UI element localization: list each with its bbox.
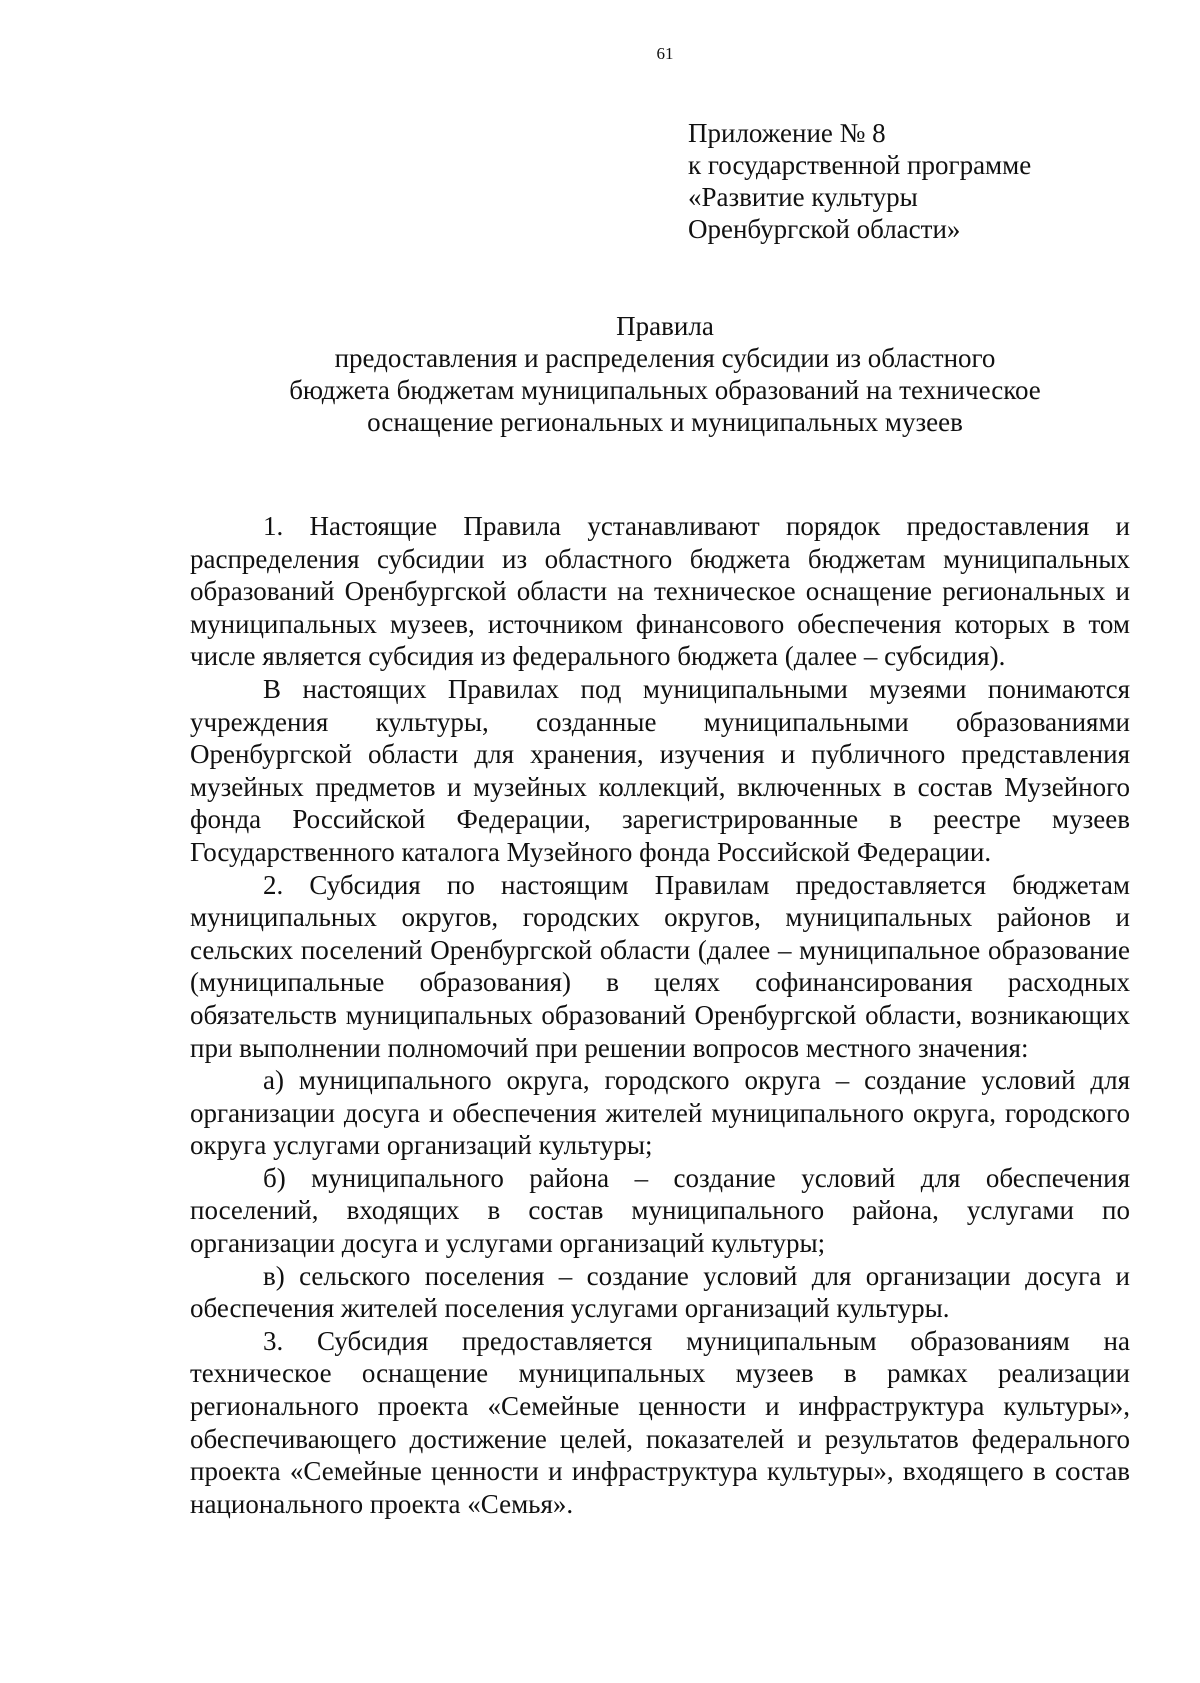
document-title — [0, 310, 1200, 438]
paragraph-museums-definition: В настоящих Правилах под муниципальными музеями понимаются учреждения культуры, созданные муниципальными образованиями Оренбургской области для хранения, изучения и публичного представления музейных предметов и музейных коллекций, включенных в состав Музейного фонда Российской Федерации, зарегистрированные в реестре музеев Государственного каталога Музейного фонда Российской Федерации. — [190, 673, 1130, 867]
paragraph-1: 1. Настоящие Правила устанавливают порядок предоставления и распределения субсидии из областного бюджета бюджетам муниципальных образований Оренбургской области на техническое оснащение региональных и муниципальных музеев, источником финансового обеспечения которых в том числе является субсидия из федерального бюджета (далее – субсидия). — [190, 511, 1130, 672]
appendix-line: Оренбургской области» — [688, 214, 961, 244]
paragraph-2c: в) сельского поселения – создание условий для организации досуга и обеспечения жителей поселения услугами организаций культуры. — [190, 1260, 1130, 1324]
appendix-line: к государственной программе — [688, 150, 1032, 180]
appendix-line: «Развитие культуры — [688, 182, 918, 212]
page-number: 61 — [656, 44, 674, 63]
paragraph-2a: а) муниципального округа, городского округа – создание условий для организации досуга и обеспечения жителей муниципального округа, городского округа услугами организаций культуры; — [190, 1065, 1130, 1161]
paragraph-2: 2. Субсидия по настоящим Правилам предоставляется бюджетам муниципальных округов, городских округов, муниципальных районов и сельских поселений Оренбургской области (далее – муниципальное образование (муниципальные образования) в целях софинансирования расходных обязательств муниципальных образований Оренбургской области, возникающих при выполнении полномочий при решении вопросов местного значения: — [190, 869, 1130, 1063]
title-heading: Правила — [616, 311, 714, 341]
title-line: предоставления и распределения субсидии из областного — [334, 343, 996, 373]
paragraph-2b: б) муниципального района – создание условий для обеспечения поселений, входящих в состав муниципального района, услугами по организации досуга и услугами организаций культуры; — [190, 1162, 1130, 1259]
title-line: оснащение региональных и муниципальных музеев — [367, 407, 963, 437]
title-line: бюджета бюджетам муниципальных образований на техническое — [289, 375, 1041, 405]
appendix-line: Приложение № 8 — [688, 118, 886, 148]
document-body — [190, 510, 1130, 1520]
appendix-header — [688, 117, 1031, 245]
paragraph-3: 3. Субсидия предоставляется муниципальным образованиям на техническое оснащение муниципальных музеев в рамках реализации регионального проекта «Семейные ценности и инфраструктура культуры», обеспечивающего достижение целей, показателей и результатов федерального проекта «Семейные ценности и инфраструктура культуры», входящего в состав национального проекта «Семья». — [190, 1325, 1130, 1519]
